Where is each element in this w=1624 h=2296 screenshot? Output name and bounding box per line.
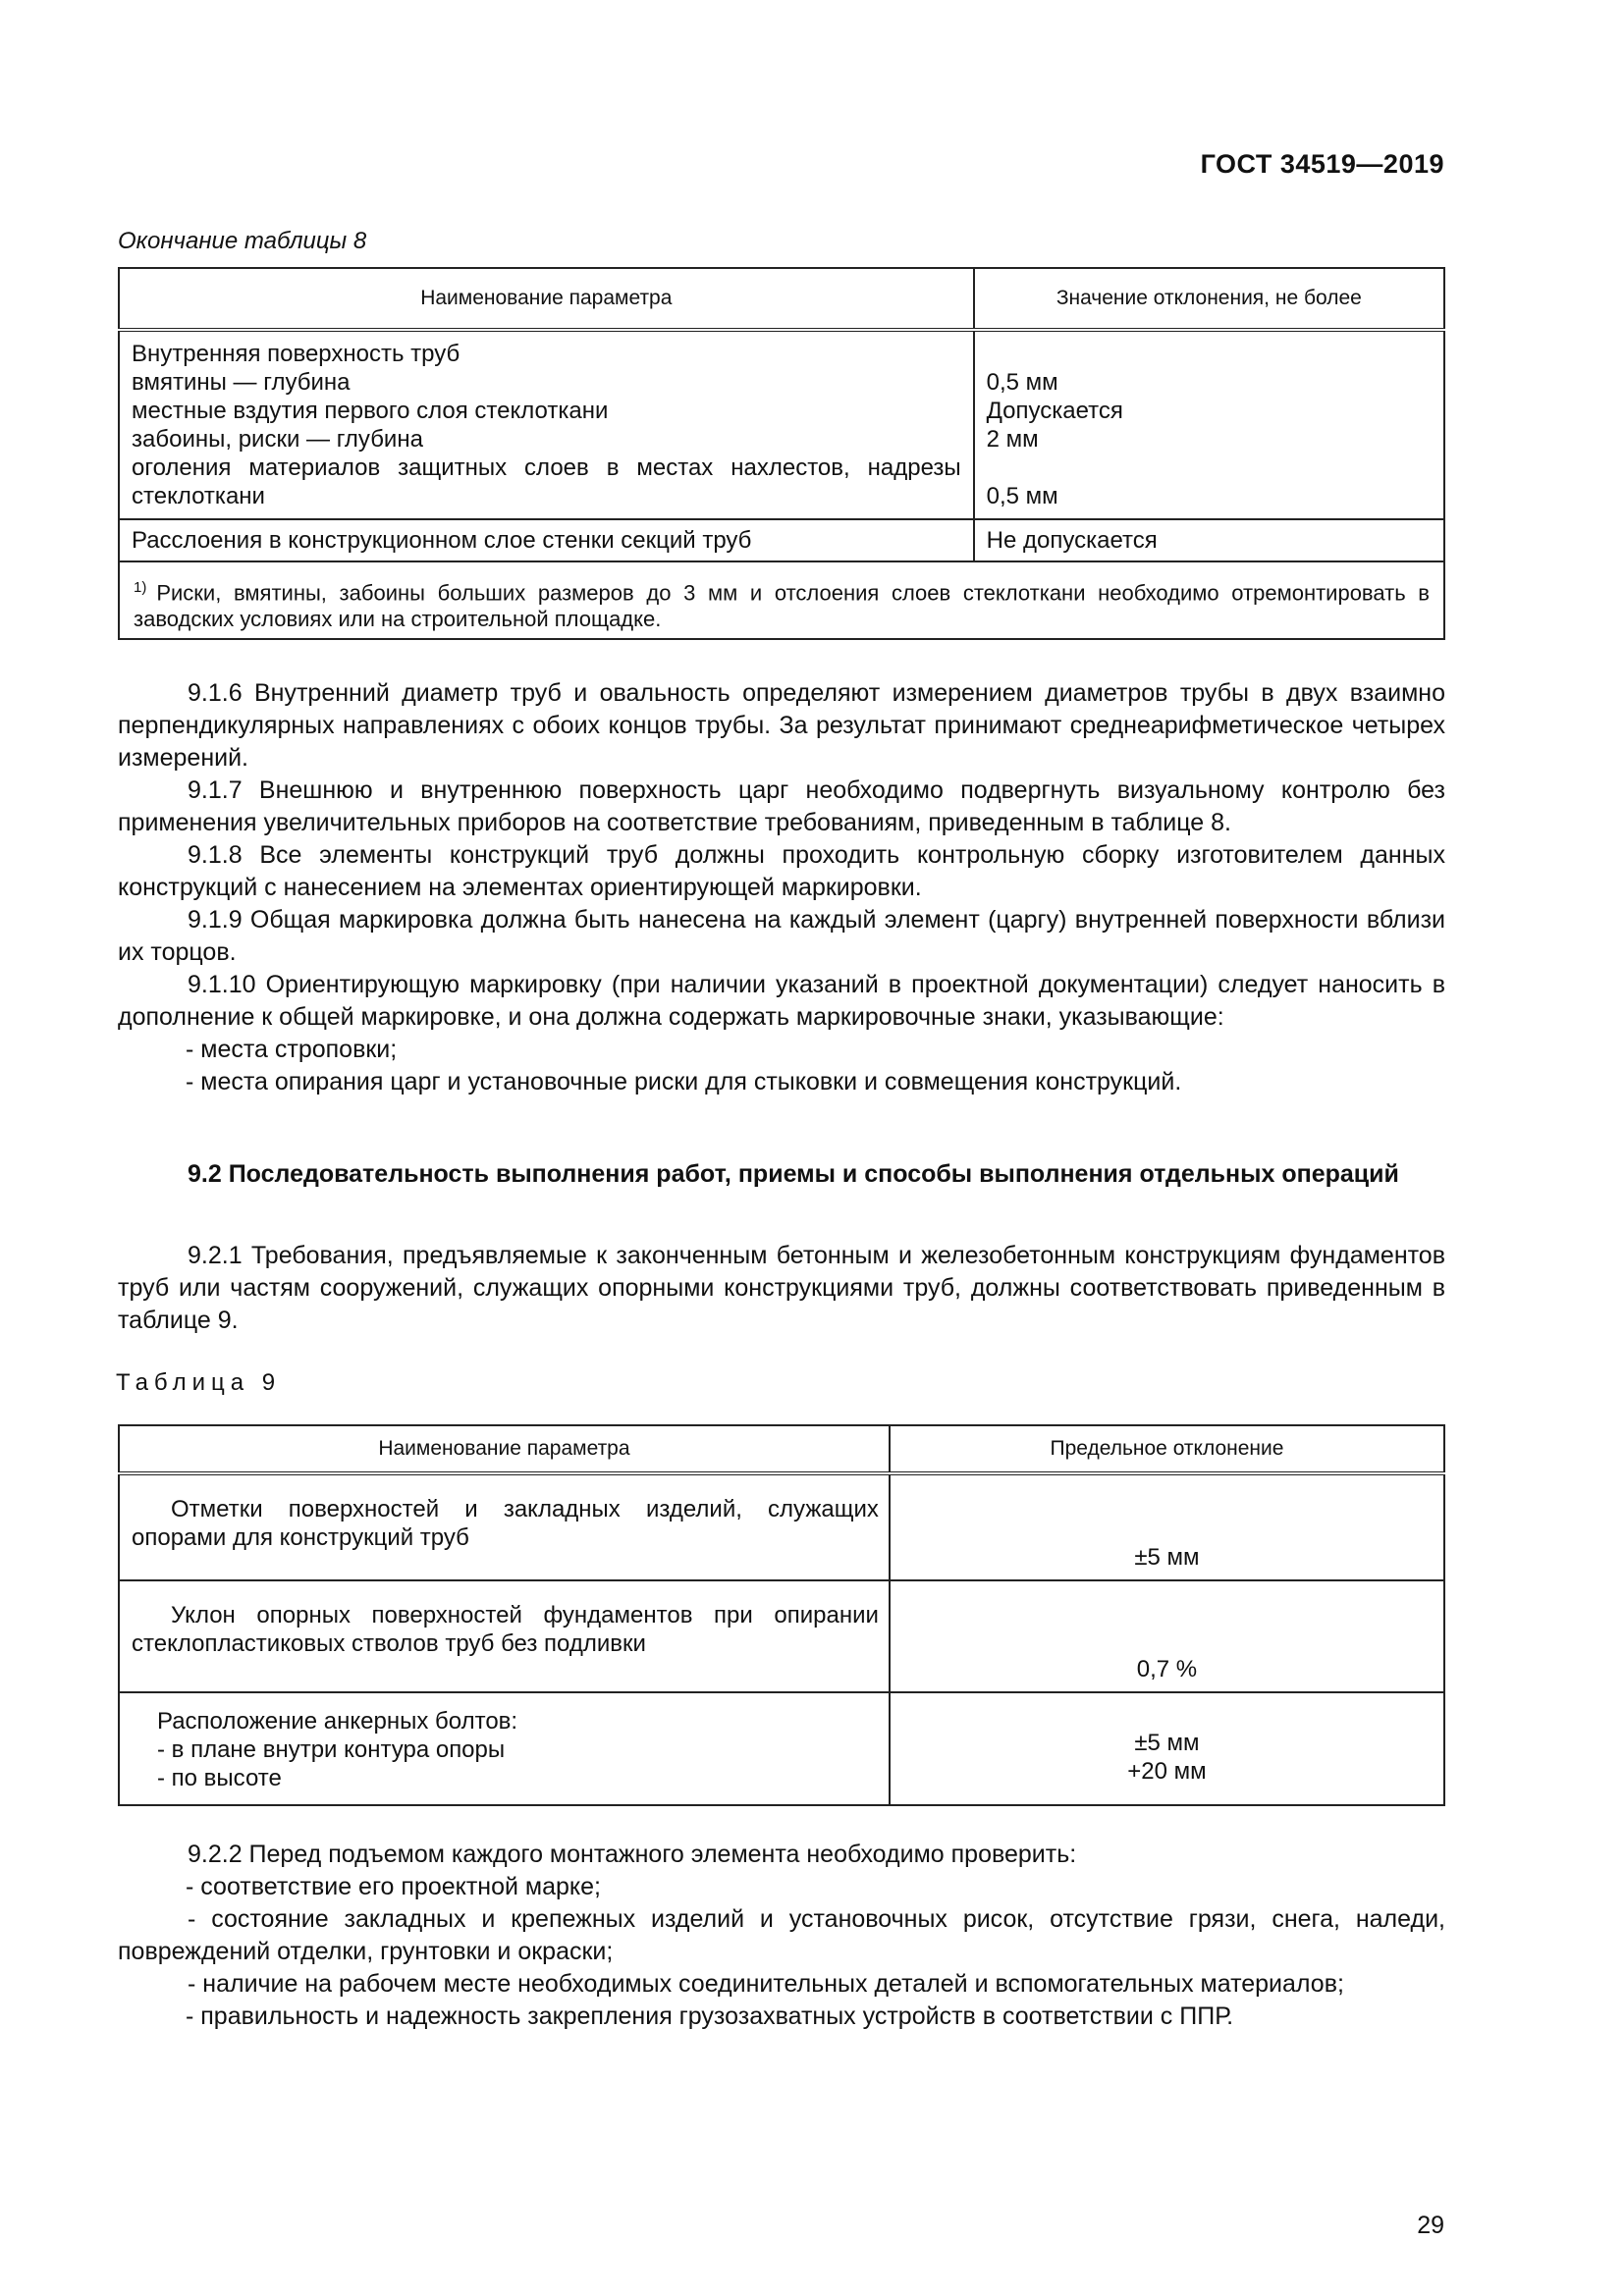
- row3-line: - в плане внутри контура опоры: [157, 1736, 506, 1763]
- row1-line: местные вздутия первого слоя стеклоткани: [132, 398, 609, 424]
- table8-caption: Окончание таблицы 8: [118, 228, 367, 254]
- document-id: ГОСТ 34519—2019: [1200, 149, 1444, 179]
- paragraph-9-1-10: 9.1.10 Ориентирующую маркировку (при наличии указаний в проектной документации) следует наносить в дополнение к общей маркировке, и она должна содержать маркировочные знаки, указывающие:: [118, 971, 1445, 1031]
- table9-col2-header: Предельное отклонение: [890, 1425, 1444, 1473]
- table8-row2-value: Не допускается: [974, 519, 1444, 561]
- section-9-1: [118, 677, 1445, 1098]
- table-row: [119, 1473, 1444, 1580]
- table9-row1-param: Отметки поверхностей и закладных изделий, служащих опорами для конструкций труб: [119, 1473, 890, 1580]
- list-item: - места опирания царг и установочные риски для стыковки и совмещения конструкций.: [186, 1068, 1182, 1095]
- row1-line: забоины, риски — глубина: [132, 426, 423, 453]
- row1-value-line: 2 мм: [986, 426, 1039, 453]
- table8-row1-value: [974, 330, 1444, 519]
- table-row: [119, 330, 1444, 519]
- list-item: - правильность и надежность закрепления грузозахватных устройств в соответствии с ППР.: [186, 2002, 1234, 2030]
- heading-text: 9.2 Последовательность выполнения работ, приемы и способы выполнения отдельных операций: [188, 1160, 1399, 1188]
- table-8: [118, 267, 1445, 640]
- table-header-row: [119, 268, 1444, 330]
- section-9-2-heading: [118, 1158, 1445, 1191]
- row1-line: Внутренняя поверхность труб: [132, 341, 460, 367]
- table9-caption: Таблица 9: [116, 1369, 282, 1396]
- row3-value-line: ±5 мм: [1134, 1730, 1200, 1756]
- footnote-text: Риски, вмятины, забоины больших размеров до 3 мм и отслоения слоев стеклоткани необходимо отремонтировать в заводских условиях или на строительной площадке.: [134, 580, 1430, 632]
- table-row: [119, 1580, 1444, 1692]
- table8-row2-param: Расслоения в конструкционном слое стенки секций труб: [119, 519, 974, 561]
- table9-row2-value: 0,7 %: [890, 1580, 1444, 1692]
- list-item: - состояние закладных и крепежных изделий и установочных рисок, отсутствие грязи, снега, наледи, повреждений отделки, грунтовки и окраски;: [118, 1905, 1445, 1965]
- paragraph-9-1-6: 9.1.6 Внутренний диаметр труб и овальность определяют измерением диаметров трубы в двух взаимно перпендикулярных направлениях с обоих концов трубы. За результат принимают среднеарифметическое четырех измерений.: [118, 679, 1445, 772]
- list-item: - наличие на рабочем месте необходимых соединительных деталей и вспомогательных материалов;: [188, 1970, 1344, 1998]
- table9-row2-param: Уклон опорных поверхностей фундаментов при опирании стеклопластиковых стволов труб без подливки: [119, 1580, 890, 1692]
- table-row: [119, 519, 1444, 561]
- row1-value-line: 0,5 мм: [986, 369, 1058, 396]
- row1-line: оголения материалов защитных слоев в местах нахлестов, надрезы стеклоткани: [132, 454, 961, 509]
- table-row: [119, 1692, 1444, 1805]
- table9-row1-value: ±5 мм: [890, 1473, 1444, 1580]
- section-9-2-2: [118, 1839, 1445, 2033]
- paragraph-9-2-2: 9.2.2 Перед подъемом каждого монтажного элемента необходимо проверить:: [188, 1841, 1077, 1868]
- table-9: [118, 1424, 1445, 1806]
- paragraph-9-1-8: 9.1.8 Все элементы конструкций труб должны проходить контрольную сборку изготовителем данных конструкций с нанесением на элементах ориентирующей маркировки.: [118, 841, 1445, 901]
- paragraph-9-1-7: 9.1.7 Внешнюю и внутреннюю поверхность царг необходимо подвергнуть визуальному контролю без применения увеличительных приборов на соответствие требованиям, приведенным в таблице 8.: [118, 776, 1445, 836]
- table8-col1-header: Наименование параметра: [119, 268, 974, 330]
- paragraph-9-1-9: 9.1.9 Общая маркировка должна быть нанесена на каждый элемент (царгу) внутренней поверхности вблизи их торцов.: [118, 906, 1445, 966]
- footnote-mark: 1): [134, 579, 147, 596]
- table9-row3-param: [119, 1692, 890, 1805]
- page-number: 29: [1417, 2212, 1444, 2239]
- row3-line: - по высоте: [157, 1765, 282, 1791]
- table8-col2-header: Значение отклонения, не более: [974, 268, 1444, 330]
- table-footnote-row: [119, 561, 1444, 639]
- section-9-2-1: [118, 1240, 1445, 1337]
- row3-line: Расположение анкерных болтов:: [157, 1708, 518, 1735]
- row1-value-line: Допускается: [986, 398, 1123, 424]
- row1-line: вмятины — глубина: [132, 369, 351, 396]
- table9-col1-header: Наименование параметра: [119, 1425, 890, 1473]
- table8-footnote: [119, 561, 1444, 639]
- paragraph-9-2-1: 9.2.1 Требования, предъявляемые к законченным бетонным и железобетонным конструкциям фундаментов труб или частям сооружений, служащих опорными конструкциями труб, должны соответствовать приведенным в таблице 9.: [118, 1242, 1445, 1334]
- list-item: - соответствие его проектной марке;: [186, 1873, 601, 1900]
- list-item: - места строповки;: [186, 1036, 398, 1063]
- table9-row3-value: [890, 1692, 1444, 1805]
- row3-value-line: +20 мм: [1127, 1758, 1207, 1785]
- table-header-row: [119, 1425, 1444, 1473]
- table8-row1-param: [119, 330, 974, 519]
- row1-value-line: 0,5 мм: [986, 483, 1058, 509]
